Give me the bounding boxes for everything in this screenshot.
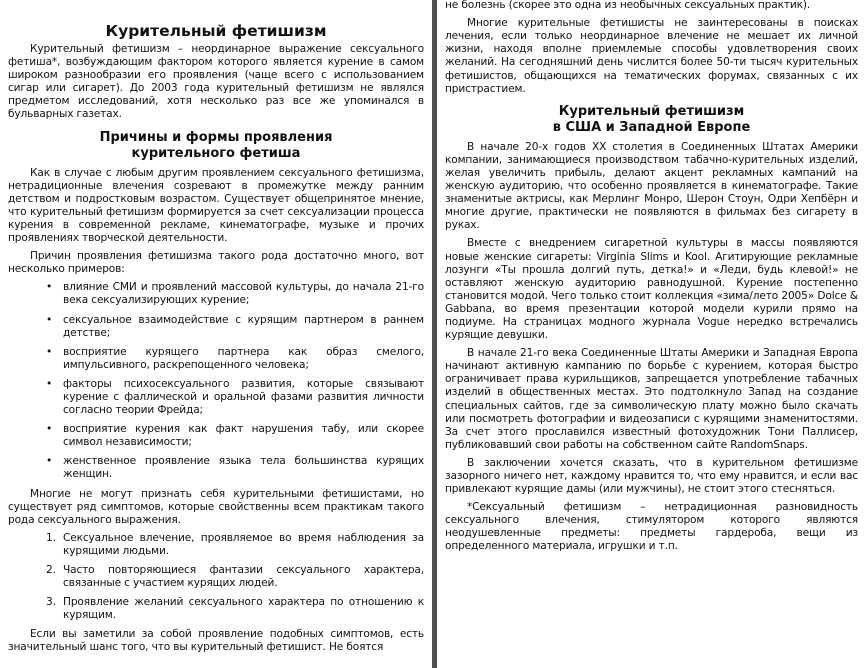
list-item-text: женственное проявление языка тела большинства курящих женщин.: [63, 455, 424, 481]
bullet-icon: •: [46, 345, 53, 358]
section-heading-usa-europe: [445, 104, 858, 136]
body-paragraph: В начале 21-го века Соединенные Штаты Америки и Западная Европа начинают активную кампанию по борьбе с курением, которая быстро ограничивает права курильщиков, запрещается употребление табачных изделий в общественных местах. Это подтолкнуло Запад на создание специальных сайтов, где за символическую плату можно было скачать или посмотреть фотографии и видеозаписи с курящими знаменитостями. За счет этого прославился известный фотохудожник Тони Паллисер, публиковавший свои работы на собственном сайте RandomSnaps.: [445, 347, 858, 451]
list-item-text: факторы психосексуального развития, которые связывают курение с фаллической и оральной фазами развития личности согласно теории Фрейда;: [63, 377, 424, 417]
causes-list: [8, 281, 424, 481]
list-item-text: влияние СМИ и проявлений массовой культуры, до начала 21-го века сексуализирующих курение;: [63, 281, 424, 307]
list-item-text: сексуальное взаимодействие с курящим партнером в раннем детстве;: [63, 313, 424, 339]
section-heading-line: Причины и формы проявления: [99, 129, 333, 145]
numbered-item: [46, 596, 424, 622]
numbered-item-text: Сексуальное влечение, проявляемое во время наблюдения за курящими людьми.: [63, 531, 424, 557]
list-item: [46, 281, 424, 307]
intro-paragraph: Курительный фетишизм – неординарное выражение сексуального фетиша*, возбуждающим фактором которого является курение в самом широком разнообразии его проявления (чаще всего с использованием сигар или сигарет). До 2003 года курительный фетишизм не являлся предметом исследований, хотя несколько раз все же упоминался в бульварных газетах.: [8, 43, 424, 121]
body-paragraph: Если вы заметили за собой проявление подобных симптомов, есть значительный шанс того, что вы курительный фетишист. Не боятся: [8, 628, 424, 654]
item-number: 1.: [46, 531, 56, 544]
body-paragraph: Многие не могут признать себя курительными фетишистами, но существует ряд симптомов, которые свойственны всем практикам такого рода сексуального выражения.: [8, 487, 424, 526]
list-item-text: восприятие курения как факт нарушения табу, или скорее символ независимости;: [63, 423, 424, 449]
body-paragraph: В начале 20-х годов XX столетия в Соединенных Штатах Америки компании, занимающиеся производством табачно-курительных изделий, желая увеличить прибыль, делают акцент рекламных кампаний на женскую аудиторию, что особенно проявляется в кинематографе. Такие знаменитые актрисы, как Мерлинг Монро, Шерон Стоун, Одри Хепбёрн и многие другие, практически не появляются в фильмах без сигарету в руках.: [445, 140, 858, 232]
list-item: [46, 314, 424, 340]
section-heading-line: курительного фетиша: [131, 145, 301, 161]
bullet-icon: •: [46, 281, 53, 294]
list-item: [46, 346, 424, 372]
numbered-item: [46, 532, 424, 558]
numbered-item-text: Проявление желаний сексуального характера по отношению к курящим.: [63, 596, 424, 622]
body-paragraph: Вместе с внедрением сигаретной культуры в массы появляются новые женские сигареты: Virginia Slims и Kool. Агитирующие рекламные лозунги «Ты прошла долгий путь, детка!» и «Леди, будь клевой!» не оставляют женскую аудиторию равнодушной. Курение постепенно становится модой. Чего только стоит коллекция «зима/лето 2005» Dolce & Gabbana, во время презентации которой модели курили прямо на подиуме. На страницах модного журнала Vogue нередко встречались курящие девушки.: [445, 237, 858, 342]
left-page: [0, 0, 432, 668]
item-number: 3.: [46, 596, 56, 609]
numbered-item-text: Часто повторяющиеся фантазии сексуального характера, связанные с участием курящих людей.: [63, 564, 424, 590]
symptoms-list: [8, 532, 424, 623]
bullet-icon: •: [46, 455, 53, 468]
numbered-item: [46, 564, 424, 590]
bullet-icon: •: [46, 423, 53, 436]
section-heading-line: в США и Западной Европе: [552, 119, 751, 135]
body-paragraph: Как в случае с любым другим проявлением сексуального фетишизма, нетрадиционные влечения созревают в промежутке между ранним детством и подростковым возрастом. Существует общепринятое мнение, что курительный фетишизм формируется за счет сексуализации процесса курения в современной рекламе, кинематографе, музыке и прочих проявлениях творческой деятельности.: [8, 166, 424, 245]
list-item: [46, 423, 424, 449]
footnote-paragraph: *Сексуальный фетишизм – нетрадиционная разновидность сексуального влечения, стимулятором которого являются неодушевленные предметы: предметы гардероба, вещи из определенного материала, игрушки и т.п.: [445, 501, 858, 553]
bullet-icon: •: [46, 313, 53, 326]
body-paragraph: Многие курительные фетишисты не заинтересованы в поисках лечения, если только неординарное влечение не мешает их личной жизни, находя вполне приемлемые способы удовлетворения своих желаний. На сегодняшний день числится более 50-ти тысяч курительных фетишистов, общающихся на тематических форумах, связанных с их пристрастием.: [445, 17, 858, 95]
list-item-text: восприятие курящего партнера как образ смелого, импульсивного, раскрепощенного человека;: [63, 345, 424, 371]
body-paragraph: В заключении хочется сказать, что в курительном фетишизме зазорного ничего нет, каждому нравится то, что ему нравится, и если вас привлекают курящие дамы (или мужчины), не стоит этого стесняться.: [445, 456, 858, 496]
body-paragraph: не болезнь (скорее это одна из необычных сексуальных практик).: [445, 0, 811, 12]
document-title: Курительный фетишизм: [105, 22, 327, 40]
list-item: [46, 455, 424, 481]
section-heading-line: Курительный фетишизм: [558, 103, 745, 119]
body-paragraph: Причин проявления фетишизма такого рода достаточно много, вот несколько примеров:: [8, 250, 424, 276]
bullet-icon: •: [46, 377, 53, 390]
section-heading-causes: [8, 130, 424, 162]
item-number: 2.: [46, 564, 56, 576]
list-item: [46, 378, 424, 417]
right-page: [437, 0, 866, 668]
